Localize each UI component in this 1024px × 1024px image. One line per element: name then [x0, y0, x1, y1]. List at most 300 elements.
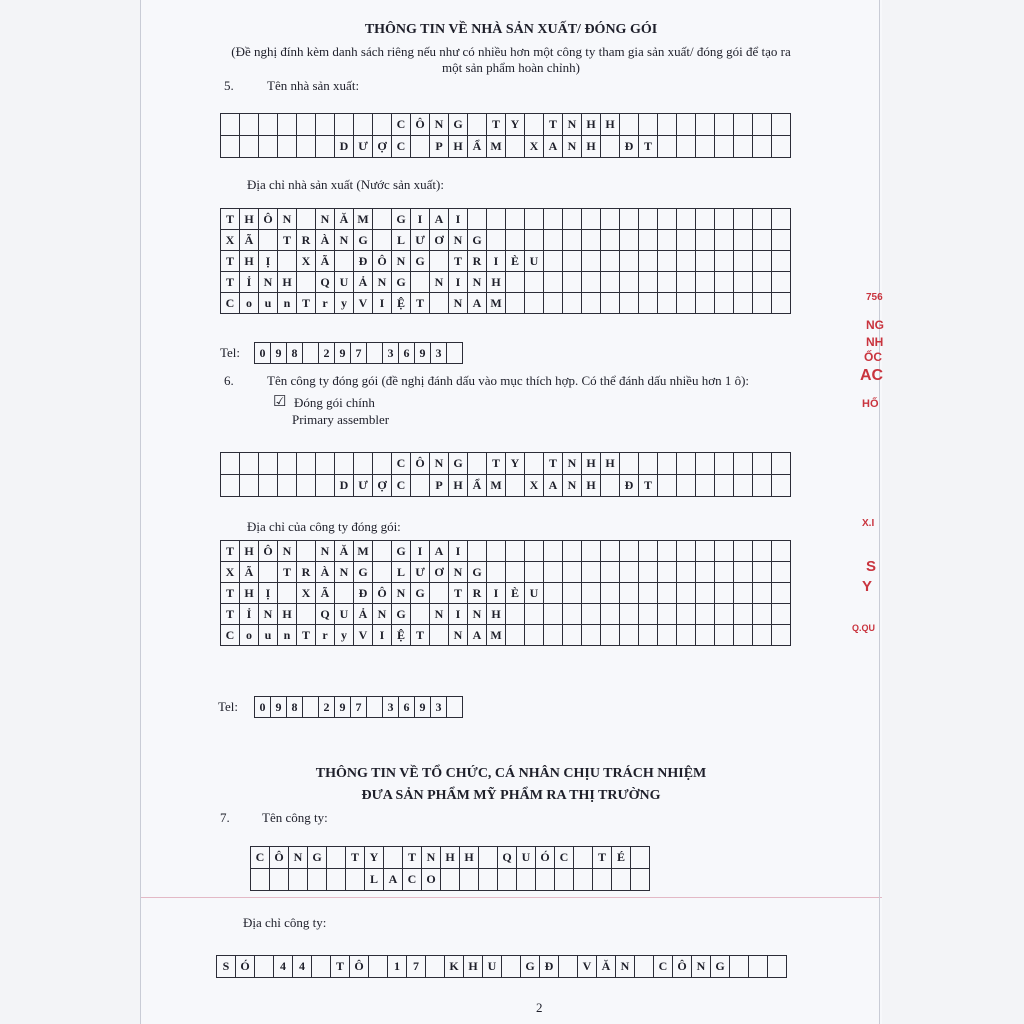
address-cell: [658, 583, 677, 604]
name-cell: [259, 136, 278, 158]
address-cell: [696, 541, 715, 562]
address-cell: M: [487, 293, 506, 314]
item5-number: 5.: [224, 78, 234, 93]
address-cell: [753, 251, 772, 272]
address-cell: U: [335, 272, 354, 293]
address-cell: [582, 251, 601, 272]
company-cell: A: [384, 869, 403, 891]
address-cell: y: [335, 293, 354, 314]
address-cell: [677, 251, 696, 272]
name-cell: [259, 475, 278, 497]
company-cell: T: [403, 847, 422, 869]
address-cell: Ă: [335, 209, 354, 230]
address-cell: [734, 272, 753, 293]
address-cell: [601, 583, 620, 604]
name-cell: [335, 114, 354, 136]
address-cell: [544, 562, 563, 583]
company-cell: [612, 869, 631, 891]
address-cell: Ỉ: [240, 272, 259, 293]
name-cell: [297, 136, 316, 158]
company-cell: T: [346, 847, 365, 869]
tel-cell: 9: [271, 697, 287, 718]
address-cell: [620, 541, 639, 562]
company-cell: [327, 847, 346, 869]
company-cell: H: [441, 847, 460, 869]
address-cell: I: [449, 272, 468, 293]
name-cell: Đ: [620, 475, 639, 497]
address-cell: Ã: [316, 251, 335, 272]
address-cell: [734, 293, 753, 314]
address-cell: [582, 625, 601, 646]
company-cell: N: [422, 847, 441, 869]
address-cell: [677, 272, 696, 293]
address-cell: [620, 209, 639, 230]
address-cell: [658, 293, 677, 314]
company-address-cell: T: [331, 956, 350, 978]
address-cell: [582, 604, 601, 625]
name-cell: Y: [506, 453, 525, 475]
company-cell: O: [422, 869, 441, 891]
address-cell: I: [449, 209, 468, 230]
name-cell: [240, 475, 259, 497]
name-cell: Ô: [411, 114, 430, 136]
address-cell: T: [221, 209, 240, 230]
address-cell: [297, 604, 316, 625]
address-cell: [373, 562, 392, 583]
name-cell: T: [639, 136, 658, 158]
tel-cell: [447, 343, 463, 364]
address-cell: [658, 625, 677, 646]
address-cell: [696, 583, 715, 604]
stamp-fragment: S: [866, 558, 877, 575]
address-cell: [772, 293, 791, 314]
address-cell: [696, 209, 715, 230]
address-cell: [430, 293, 449, 314]
address-cell: Ệ: [392, 625, 411, 646]
name-cell: [221, 114, 240, 136]
address-cell: [696, 562, 715, 583]
address-cell: Ã: [240, 230, 259, 251]
tel-cell: [303, 343, 319, 364]
grid-row: [221, 604, 791, 625]
name-cell: [715, 114, 734, 136]
grid-row: [255, 343, 463, 364]
company-address-cell: 4: [274, 956, 293, 978]
company-cell: [479, 847, 498, 869]
address-cell: [658, 541, 677, 562]
manufacturer-address-grid: [220, 208, 791, 314]
grid-row: [221, 625, 791, 646]
company-cell: [251, 869, 270, 891]
address-cell: T: [221, 251, 240, 272]
divider-line: [140, 897, 882, 898]
address-cell: R: [468, 251, 487, 272]
name-cell: H: [582, 453, 601, 475]
grid-row: [221, 293, 791, 314]
name-cell: [354, 453, 373, 475]
tel-cell: 7: [351, 343, 367, 364]
manufacturer-note-line2: một sản phẩm hoàn chỉnh): [442, 60, 580, 75]
address-cell: [753, 209, 772, 230]
address-cell: N: [392, 251, 411, 272]
grid-row: [221, 562, 791, 583]
address-cell: G: [392, 209, 411, 230]
address-cell: T: [411, 293, 430, 314]
address-cell: [658, 209, 677, 230]
name-cell: [620, 114, 639, 136]
address-cell: [658, 230, 677, 251]
address-cell: [601, 541, 620, 562]
address-cell: Đ: [354, 583, 373, 604]
address-cell: [373, 209, 392, 230]
name-cell: [753, 475, 772, 497]
company-cell: [479, 869, 498, 891]
address-cell: [734, 209, 753, 230]
address-cell: [563, 272, 582, 293]
address-cell: N: [449, 562, 468, 583]
manufacturer-note-line1: (Đề nghị đính kèm danh sách riêng nếu như có nhiều hơn một công ty tham gia sản xuất/ đóng gói để tạo ra: [231, 44, 791, 59]
address-cell: [696, 625, 715, 646]
address-cell: N: [449, 625, 468, 646]
address-cell: T: [449, 583, 468, 604]
name-cell: [316, 453, 335, 475]
address-cell: Ỉ: [240, 604, 259, 625]
company-cell: [555, 869, 574, 891]
address-cell: A: [468, 293, 487, 314]
address-cell: y: [335, 625, 354, 646]
address-cell: I: [373, 293, 392, 314]
tel-cell: 3: [431, 697, 447, 718]
address-cell: I: [373, 625, 392, 646]
address-cell: À: [316, 562, 335, 583]
address-cell: [772, 209, 791, 230]
name-cell: [373, 453, 392, 475]
address-cell: I: [411, 209, 430, 230]
address-cell: [487, 562, 506, 583]
address-cell: V: [354, 293, 373, 314]
name-cell: T: [487, 453, 506, 475]
address-cell: [544, 583, 563, 604]
company-cell: L: [365, 869, 384, 891]
name-cell: D: [335, 136, 354, 158]
name-cell: [354, 114, 373, 136]
address-cell: [772, 251, 791, 272]
address-cell: [639, 583, 658, 604]
name-cell: [658, 114, 677, 136]
address-cell: [753, 272, 772, 293]
address-cell: G: [411, 583, 430, 604]
company-cell: [631, 847, 650, 869]
item6-number: 6.: [224, 373, 234, 388]
address-cell: [506, 541, 525, 562]
grid-row: [251, 847, 650, 869]
address-cell: I: [487, 251, 506, 272]
address-cell: [544, 604, 563, 625]
address-cell: [601, 562, 620, 583]
address-cell: A: [430, 209, 449, 230]
company-address-cell: H: [464, 956, 483, 978]
address-cell: o: [240, 625, 259, 646]
address-cell: H: [278, 604, 297, 625]
address-cell: G: [468, 562, 487, 583]
address-cell: [506, 293, 525, 314]
name-cell: T: [544, 453, 563, 475]
name-cell: [240, 114, 259, 136]
grid-row: [221, 136, 791, 158]
address-cell: Ị: [259, 583, 278, 604]
address-cell: [430, 625, 449, 646]
address-cell: [563, 293, 582, 314]
company-cell: [593, 869, 612, 891]
name-cell: N: [563, 136, 582, 158]
stamp-fragment: Q.QU: [852, 623, 876, 633]
stamp-fragment: X.I: [862, 518, 875, 529]
grid-row: [221, 272, 791, 293]
address-cell: [658, 251, 677, 272]
address-cell: [715, 562, 734, 583]
address-cell: M: [487, 625, 506, 646]
name-cell: [715, 453, 734, 475]
company-cell: H: [460, 847, 479, 869]
name-cell: Ư: [354, 475, 373, 497]
address-cell: [715, 604, 734, 625]
grid-row: [221, 209, 791, 230]
address-cell: [658, 562, 677, 583]
address-cell: [582, 293, 601, 314]
address-cell: [430, 251, 449, 272]
name-cell: [772, 136, 791, 158]
address-cell: [715, 230, 734, 251]
company-address-cell: Đ: [540, 956, 559, 978]
address-cell: Ă: [335, 541, 354, 562]
address-cell: N: [449, 293, 468, 314]
address-cell: Ơ: [430, 562, 449, 583]
company-cell: Ó: [536, 847, 555, 869]
name-cell: [525, 453, 544, 475]
name-cell: T: [639, 475, 658, 497]
item5-label: Tên nhà sản xuất:: [267, 78, 360, 93]
address-cell: Ô: [373, 583, 392, 604]
address-cell: [772, 230, 791, 251]
address-cell: C: [221, 293, 240, 314]
address-cell: [677, 625, 696, 646]
stamp-fragment: 756: [866, 292, 883, 303]
address-cell: [506, 272, 525, 293]
company-address-cell: [635, 956, 654, 978]
grid-row: [221, 583, 791, 604]
name-cell: [297, 453, 316, 475]
name-cell: [696, 475, 715, 497]
address-cell: X: [297, 583, 316, 604]
address-cell: H: [487, 272, 506, 293]
name-cell: [525, 114, 544, 136]
address-cell: [259, 562, 278, 583]
name-cell: [278, 136, 297, 158]
tel-cell: 9: [415, 697, 431, 718]
address-cell: G: [354, 230, 373, 251]
checkbox-checked-icon[interactable]: ☑: [273, 394, 287, 410]
address-cell: [734, 583, 753, 604]
item7-label: Tên công ty:: [262, 810, 328, 825]
grid-row: [221, 230, 791, 251]
address-cell: L: [392, 562, 411, 583]
address-cell: X: [221, 230, 240, 251]
address-cell: T: [278, 230, 297, 251]
address-cell: [696, 293, 715, 314]
address-cell: H: [487, 604, 506, 625]
address-cell: T: [221, 272, 240, 293]
company-name-grid: [250, 846, 650, 891]
company-cell: [308, 869, 327, 891]
name-cell: A: [544, 475, 563, 497]
address-cell: R: [297, 562, 316, 583]
company-address-cell: G: [521, 956, 540, 978]
name-cell: [373, 114, 392, 136]
address-cell: T: [221, 583, 240, 604]
company-cell: [384, 847, 403, 869]
company-address-cell: [369, 956, 388, 978]
name-cell: [715, 475, 734, 497]
company-cell: [327, 869, 346, 891]
address-cell: [734, 541, 753, 562]
company-cell: C: [555, 847, 574, 869]
address-cell: [677, 293, 696, 314]
name-cell: [259, 453, 278, 475]
address-cell: Ô: [373, 251, 392, 272]
address-cell: Ã: [316, 583, 335, 604]
address-cell: [620, 230, 639, 251]
address-cell: [696, 230, 715, 251]
address-cell: [525, 272, 544, 293]
tel-cell: 0: [255, 697, 271, 718]
name-cell: [696, 136, 715, 158]
address-cell: H: [240, 209, 259, 230]
address-cell: T: [221, 604, 240, 625]
address-cell: [278, 583, 297, 604]
address-cell: Q: [316, 604, 335, 625]
company-address-cell: V: [578, 956, 597, 978]
company-address-cell: Ă: [597, 956, 616, 978]
tel-label-1: Tel:: [220, 345, 241, 360]
address-cell: U: [335, 604, 354, 625]
address-cell: [772, 541, 791, 562]
address-cell: Ị: [259, 251, 278, 272]
address-cell: [734, 562, 753, 583]
address-cell: T: [221, 541, 240, 562]
name-cell: [639, 114, 658, 136]
address-cell: [677, 541, 696, 562]
name-cell: C: [392, 453, 411, 475]
name-cell: G: [449, 453, 468, 475]
name-cell: H: [582, 475, 601, 497]
name-cell: [753, 453, 772, 475]
address-cell: [639, 272, 658, 293]
name-cell: [658, 475, 677, 497]
address-cell: Ô: [259, 209, 278, 230]
address-cell: N: [468, 272, 487, 293]
name-cell: Y: [506, 114, 525, 136]
company-address-cell: Ó: [236, 956, 255, 978]
address-cell: [582, 230, 601, 251]
address-cell: V: [354, 625, 373, 646]
company-address-cell: [502, 956, 521, 978]
address-cell: [525, 230, 544, 251]
address-cell: U: [525, 251, 544, 272]
address-cell: [677, 583, 696, 604]
address-cell: [506, 209, 525, 230]
address-cell: [658, 604, 677, 625]
address-cell: [601, 625, 620, 646]
stamp-fragment: NG: [866, 318, 884, 332]
address-cell: [468, 541, 487, 562]
address-cell: [753, 541, 772, 562]
address-cell: [639, 562, 658, 583]
address-cell: [772, 625, 791, 646]
address-cell: [544, 293, 563, 314]
company-address-cell: G: [711, 956, 730, 978]
address-cell: X: [221, 562, 240, 583]
name-cell: [620, 453, 639, 475]
company-cell: C: [251, 847, 270, 869]
address-cell: [753, 625, 772, 646]
name-cell: [677, 475, 696, 497]
address-cell: [677, 209, 696, 230]
grid-row: [221, 453, 791, 475]
address-cell: r: [316, 293, 335, 314]
name-cell: [677, 453, 696, 475]
address-cell: [639, 209, 658, 230]
address-cell: n: [278, 625, 297, 646]
name-cell: H: [449, 475, 468, 497]
address-cell: [696, 272, 715, 293]
address-cell: T: [297, 293, 316, 314]
responsible-title-line1: THÔNG TIN VỀ TỔ CHỨC, CÁ NHÂN CHỊU TRÁCH NHIỆM: [315, 766, 707, 781]
tel-cell: [367, 343, 383, 364]
address-cell: N: [335, 562, 354, 583]
tel-cell: 0: [255, 343, 271, 364]
company-address-cell: [255, 956, 274, 978]
tel-cell: 8: [287, 697, 303, 718]
name-cell: N: [563, 453, 582, 475]
packer-name-grid: [220, 452, 791, 497]
address-cell: [335, 251, 354, 272]
name-cell: [335, 453, 354, 475]
address-cell: [259, 230, 278, 251]
tel-cell: 6: [399, 697, 415, 718]
tel-cell: 3: [431, 343, 447, 364]
tel-cell: 2: [319, 697, 335, 718]
address-cell: [696, 251, 715, 272]
address-cell: [715, 583, 734, 604]
address-cell: [772, 604, 791, 625]
address-cell: r: [316, 625, 335, 646]
stamp-fragment: AC: [860, 367, 884, 384]
tel-grid-2: [254, 696, 463, 718]
company-address-cell: U: [483, 956, 502, 978]
page-right-edge: [879, 0, 880, 1024]
grid-row: [217, 956, 787, 978]
address-cell: [506, 562, 525, 583]
address-cell: N: [449, 230, 468, 251]
name-cell: [468, 453, 487, 475]
address-cell: [582, 541, 601, 562]
name-cell: N: [563, 114, 582, 136]
address-cell: [620, 562, 639, 583]
company-cell: [270, 869, 289, 891]
address-cell: H: [240, 583, 259, 604]
name-cell: [601, 475, 620, 497]
address-cell: N: [468, 604, 487, 625]
